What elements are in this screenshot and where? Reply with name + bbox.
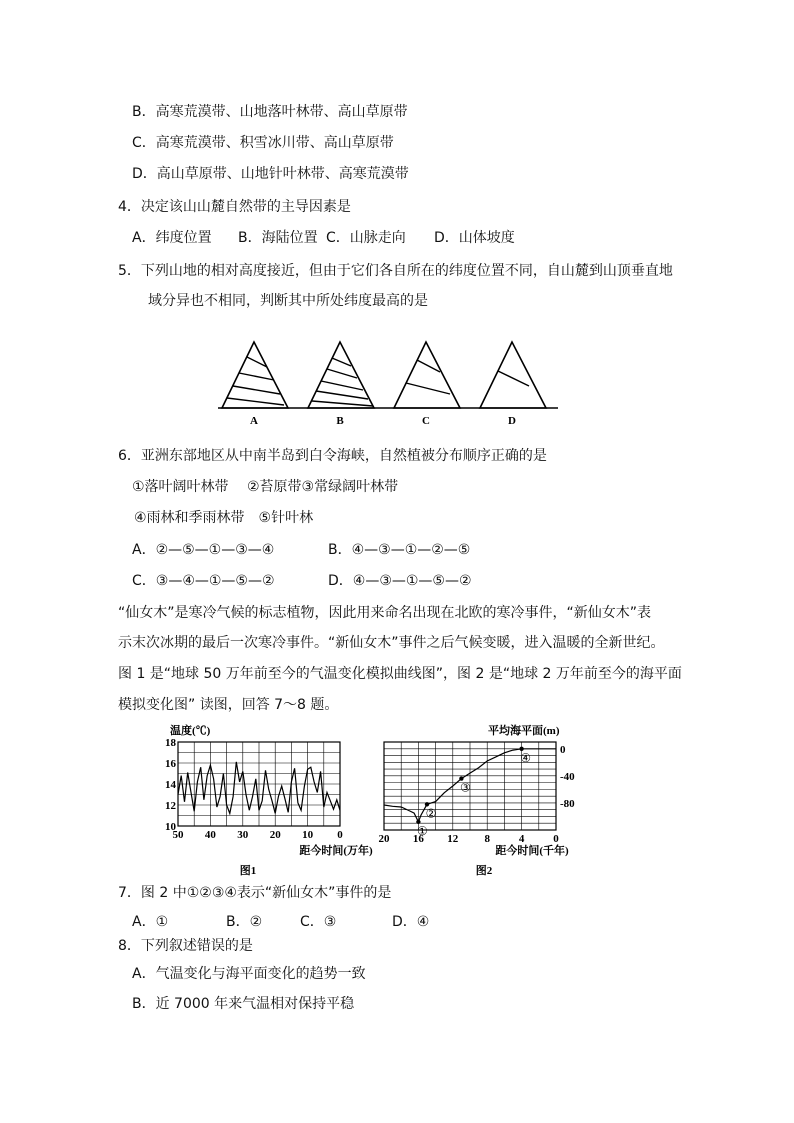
fig1-xtick-label: 50 xyxy=(172,829,184,841)
figure-1-temperature-chart xyxy=(164,720,373,882)
fig2-xlabel: 距今时间(千年) xyxy=(495,845,569,857)
fig1-xtick-label: 30 xyxy=(237,829,249,841)
q8-stem: 8．下列叙述错误的是 xyxy=(118,938,253,954)
mountain-label-a: A xyxy=(250,415,258,427)
q7-stem: 7．图 2 中①②③④表示“新仙女木”事件的是 xyxy=(118,885,392,901)
q6-option-d: D．④—③—①—⑤—② xyxy=(328,573,472,589)
fig1-ytick-label: 12 xyxy=(165,800,176,812)
figure-2-sea-level-chart xyxy=(372,720,588,882)
q5-stem-line2: 域分异也不相同，判断其中所处纬度最高的是 xyxy=(148,293,428,309)
fig2-marker-label-1: ① xyxy=(417,823,428,838)
fig2-ytick-label: 0 xyxy=(560,743,566,756)
mountain-label-d: D xyxy=(508,415,516,427)
fig2-xtick-label: 0 xyxy=(553,833,559,845)
fig1-xlabel: 距今时间(万年) xyxy=(299,845,373,857)
fig2-xtick-label: 12 xyxy=(447,833,459,845)
q7-option-b: B．② xyxy=(226,914,263,930)
fig2-ytick-label: -80 xyxy=(560,797,575,810)
q3-option-b: B．高寒荒漠带、山地落叶林带、高山草原带 xyxy=(132,104,408,120)
mountain-label-b: B xyxy=(336,415,344,427)
mountain-d xyxy=(480,342,546,408)
q4-option-c: C．山脉走向 xyxy=(326,230,406,246)
q8-option-a: A．气温变化与海平面变化的趋势一致 xyxy=(132,966,366,982)
q6-option-b: B．④—③—①—②—⑤ xyxy=(328,542,471,558)
fig1-title: 图1 xyxy=(239,865,257,877)
fig1-xtick-label: 0 xyxy=(337,829,343,841)
mountain-a xyxy=(222,342,288,408)
q5-stem-line1: 5．下列山地的相对高度接近，但由于它们各自所在的纬度位置不同，自山麓到山顶垂直地 xyxy=(118,263,673,279)
q6-items-line2: ④雨林和季雨林带 ⑤针叶林 xyxy=(134,510,314,526)
fig2-ylabel: 平均海平面(m) xyxy=(488,725,560,737)
passage-line-3: 图 1 是“地球 50 万年前至今的气温变化模拟曲线图”，图 2 是“地球 2 万年前至今的海平面 xyxy=(118,666,682,682)
fig2-xtick-label: 16 xyxy=(412,833,424,845)
fig2-xtick-label: 8 xyxy=(484,833,490,845)
fig2-marker-label-3: ③ xyxy=(460,780,471,795)
q6-option-c: C．③—④—①—⑤—② xyxy=(132,573,275,589)
passage-line-1: “仙女木”是寒冷气候的标志植物，因此用来命名出现在北欧的寒冷事件，“新仙女木”表 xyxy=(118,605,652,621)
mountain-c xyxy=(394,342,460,408)
fig2-xtick-label: 20 xyxy=(378,833,390,845)
q3-option-d: D．高山草原带、山地针叶林带、高寒荒漠带 xyxy=(132,166,409,182)
fig2-marker-label-4: ④ xyxy=(520,750,531,765)
q7-option-a: A．① xyxy=(132,914,169,930)
fig1-xtick-label: 20 xyxy=(269,829,281,841)
q4-option-d: D．山体坡度 xyxy=(434,230,515,246)
q6-stem: 6．亚洲东部地区从中南半岛到白令海峡，自然植被分布顺序正确的是 xyxy=(118,448,547,464)
fig1-ytick-label: 14 xyxy=(165,779,176,791)
q4-option-a: A．纬度位置 xyxy=(132,230,212,246)
passage-line-2: 示末次冰期的最后一次寒冷事件。“新仙女木”事件之后气候变暖，进入温暖的全新世纪。 xyxy=(118,635,665,651)
fig2-ytick-label: -40 xyxy=(560,770,575,783)
fig1-ytick-label: 18 xyxy=(165,737,176,749)
q6-option-a: A．②—⑤—①—③—④ xyxy=(132,542,275,558)
fig1-ytick-label: 16 xyxy=(165,758,176,770)
fig1-ylabel: 温度(℃) xyxy=(170,725,211,737)
passage-line-4: 模拟变化图” 读图，回答 7～8 题。 xyxy=(118,697,339,713)
q5-mountain-figure xyxy=(210,336,570,430)
q7-option-c: C．③ xyxy=(300,914,337,930)
fig1-xtick-label: 10 xyxy=(302,829,314,841)
q6-items-line1: ①落叶阔叶林带 ②苔原带③常绿阔叶林带 xyxy=(132,479,399,495)
fig2-xtick-label: 4 xyxy=(518,833,525,845)
fig1-ytick-label: 10 xyxy=(165,821,176,833)
q8-option-b: B．近 7000 年来气温相对保持平稳 xyxy=(132,996,355,1012)
q4-option-b: B．海陆位置 xyxy=(238,230,318,246)
fig2-marker-label-2: ② xyxy=(425,806,437,821)
mountain-b xyxy=(308,342,374,408)
fig2-title: 图2 xyxy=(475,865,493,877)
q7-option-d: D．④ xyxy=(392,914,430,930)
mountain-label-c: C xyxy=(422,415,430,427)
fig1-xtick-label: 40 xyxy=(204,829,216,841)
q4-stem: 4．决定该山山麓自然带的主导因素是 xyxy=(118,199,351,215)
q3-option-c: C．高寒荒漠带、积雪冰川带、高山草原带 xyxy=(132,135,394,151)
